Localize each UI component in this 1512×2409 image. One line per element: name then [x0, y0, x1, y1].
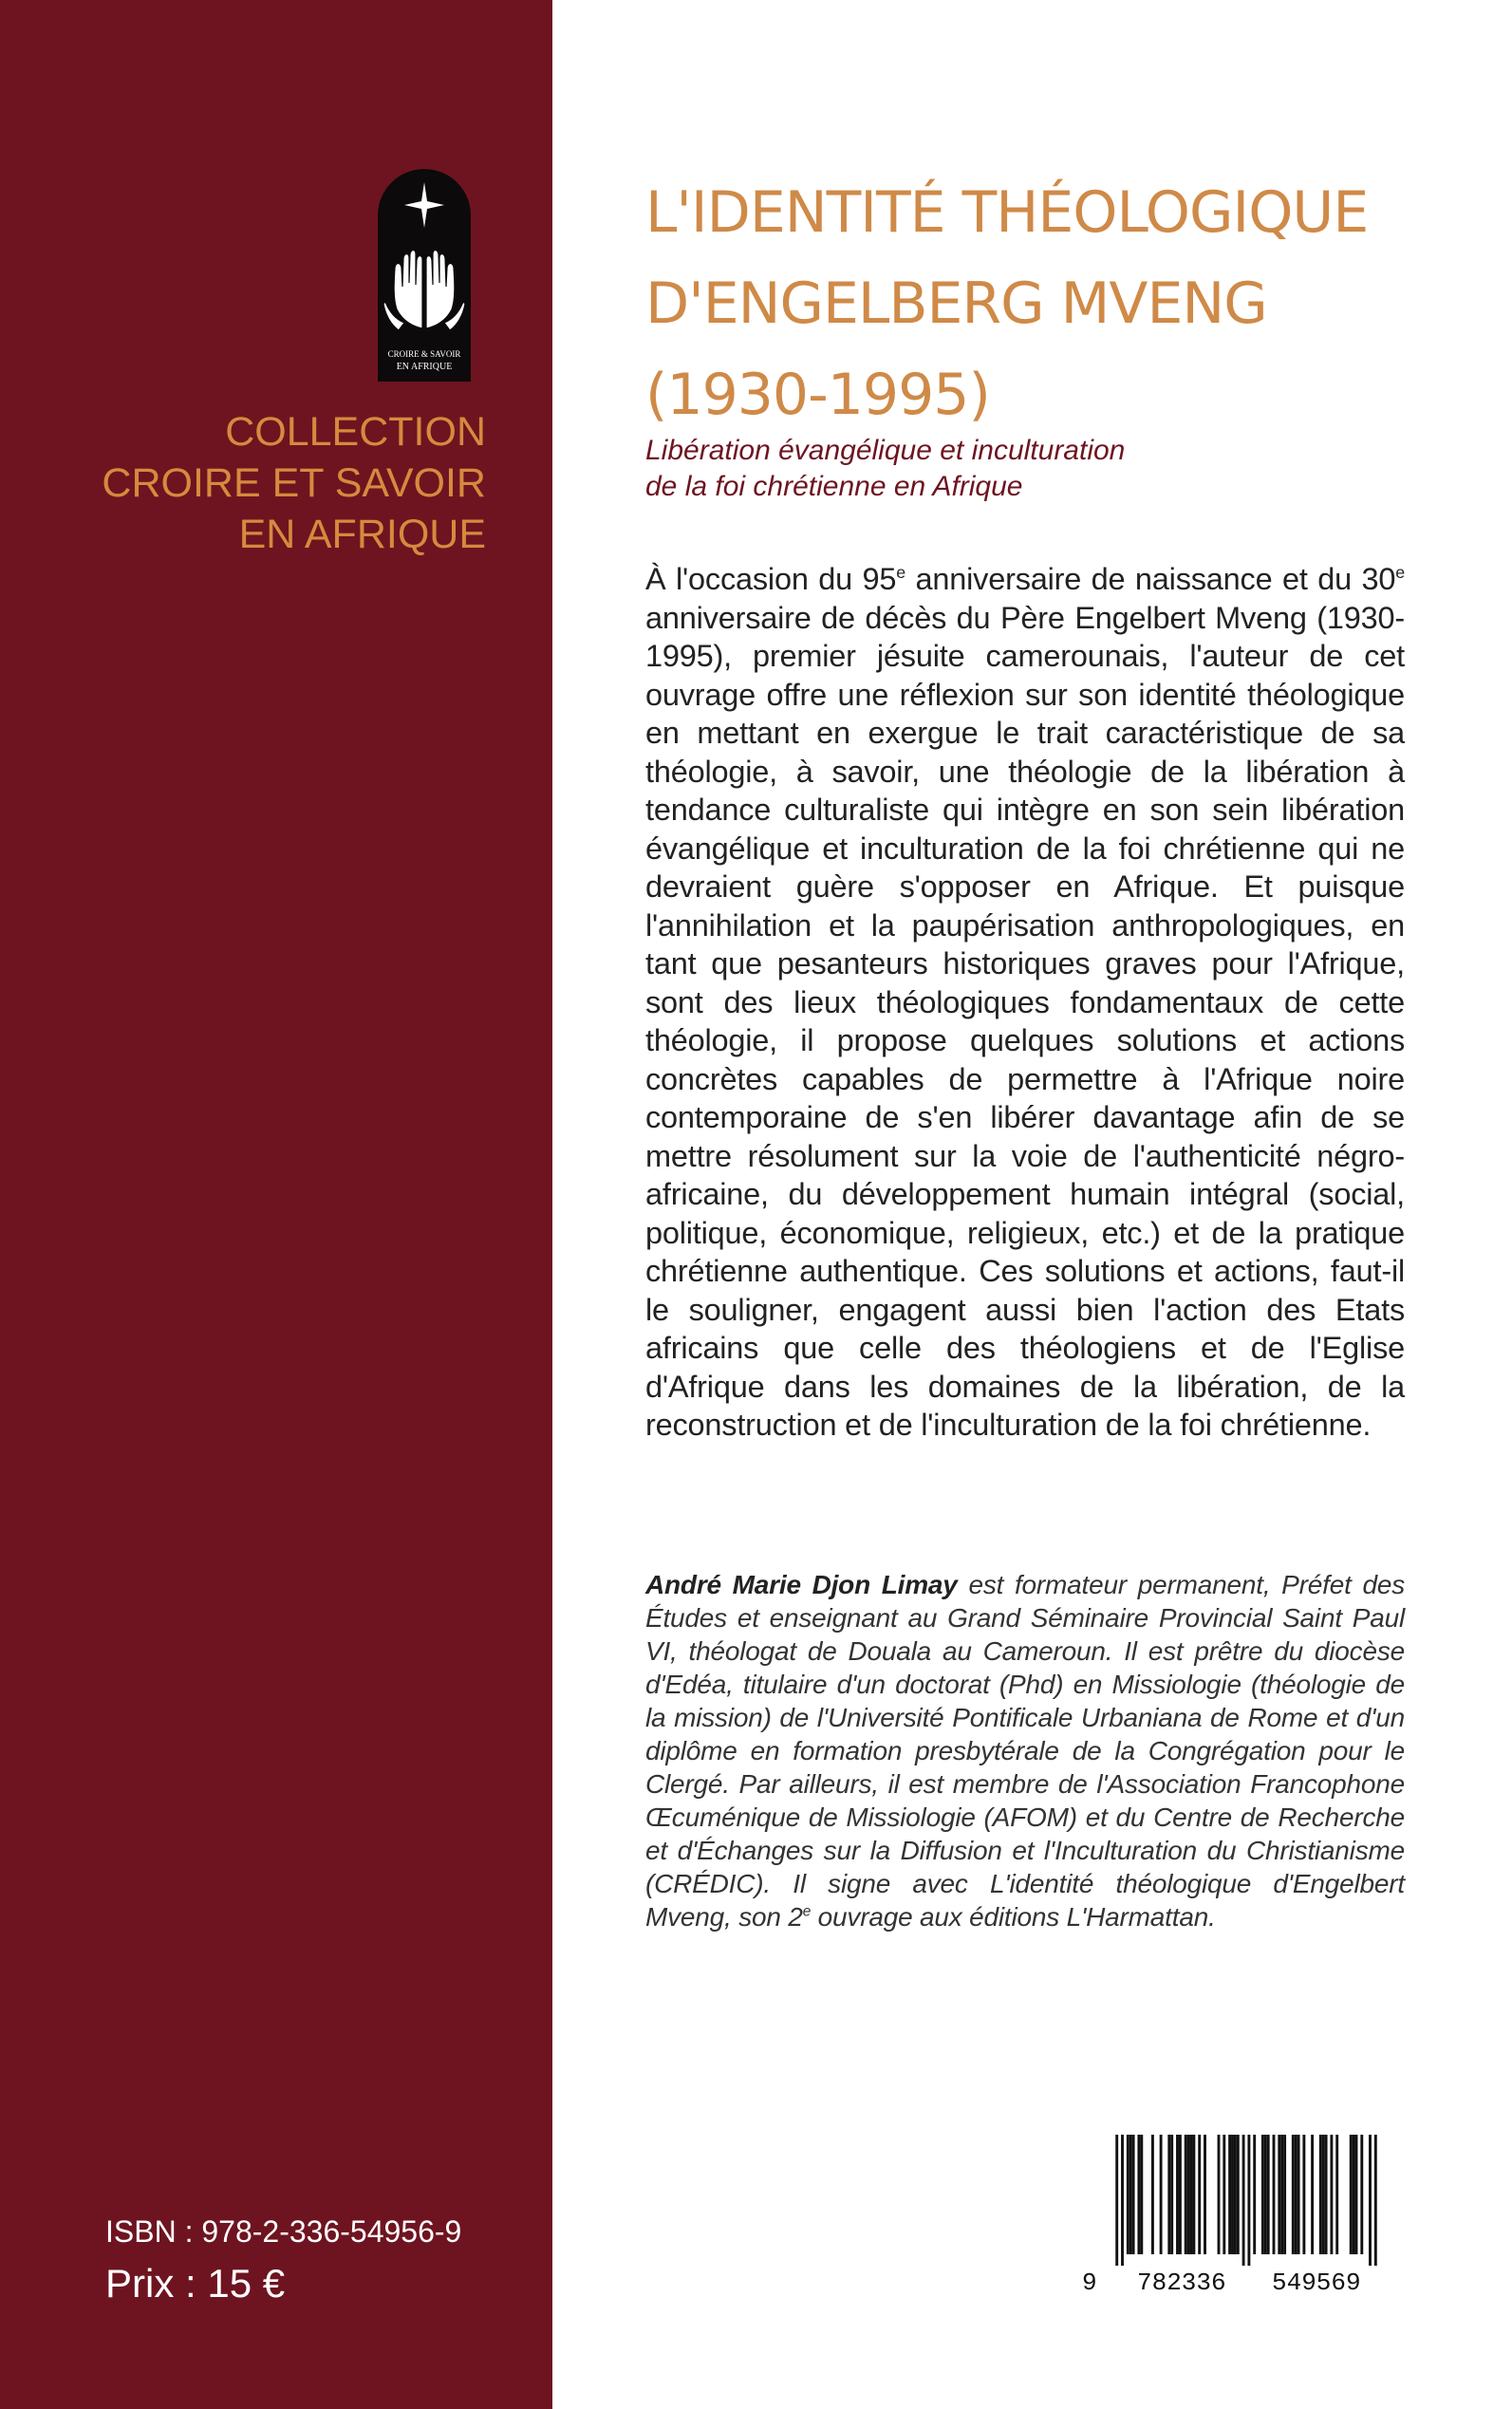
barcode-bar	[1137, 2135, 1140, 2254]
barcode-bar	[1140, 2135, 1143, 2254]
barcode-bar	[1374, 2135, 1377, 2266]
collection-line: EN AFRIQUE	[238, 512, 486, 557]
barcode-bar	[1302, 2135, 1305, 2254]
barcode-bar	[1335, 2135, 1338, 2254]
book-description	[645, 560, 1405, 1445]
author-bio	[645, 1568, 1405, 1933]
barcode-bar	[1267, 2135, 1270, 2254]
barcode-bar	[1355, 2135, 1358, 2254]
collection-name	[57, 406, 486, 560]
barcode-bar	[1325, 2135, 1328, 2254]
barcode-bar	[1231, 2135, 1234, 2254]
sidebar-panel	[0, 0, 552, 2409]
barcode-bar	[1237, 2135, 1240, 2254]
barcode-bar	[1185, 2135, 1187, 2254]
book-subtitle	[645, 433, 1424, 505]
barcode-bar	[1322, 2135, 1325, 2254]
desc-superscript: e	[896, 563, 905, 583]
barcode-bar	[1204, 2135, 1206, 2254]
bio-superscript: e	[802, 1903, 812, 1920]
barcode-bar	[1160, 2135, 1163, 2254]
barcode-bar	[1253, 2135, 1256, 2254]
barcode-bar	[1176, 2135, 1179, 2254]
barcode-bar	[1151, 2135, 1154, 2254]
bio-text: ouvrage aux éditions L'Harmattan.	[811, 1902, 1216, 1932]
title-line: (1930-1995)	[645, 362, 990, 428]
barcode-bar	[1127, 2135, 1129, 2254]
subtitle-line: de la foi chrétienne en Afrique	[645, 471, 1023, 502]
barcode-bar	[1198, 2135, 1201, 2254]
barcode-bar	[1192, 2135, 1195, 2254]
barcode-bar	[1280, 2135, 1283, 2254]
barcode-bar	[1167, 2135, 1170, 2254]
collection-line: CROIRE ET SAVOIR	[102, 460, 486, 506]
barcode-bar	[1283, 2135, 1286, 2254]
barcode-digit-first: 9	[1082, 2269, 1097, 2297]
desc-text: À l'occasion du 95	[645, 562, 897, 596]
barcode-bar	[1132, 2135, 1135, 2254]
barcode-bar	[1234, 2135, 1237, 2254]
logo-label-top: CROIRE & SAVOIR	[387, 349, 461, 359]
barcode-bar	[1190, 2135, 1193, 2254]
author-name: André Marie Djon Limay	[645, 1570, 958, 1599]
price-label: Prix : 15 €	[105, 2261, 286, 2306]
barcode-bar	[1273, 2135, 1276, 2254]
book-title	[645, 167, 1424, 440]
barcode-bar	[1292, 2135, 1295, 2254]
barcode-bar	[1121, 2135, 1124, 2266]
title-line: L'IDENTITÉ THÉOLOGIQUE	[645, 179, 1369, 246]
barcode-bar	[1278, 2135, 1280, 2254]
isbn-label: ISBN : 978-2-336-54956-9	[105, 2214, 462, 2249]
croire-savoir-logo	[378, 169, 471, 382]
barcode-bar	[1311, 2135, 1314, 2254]
barcode-bar	[1179, 2135, 1182, 2254]
barcode-digits	[1082, 2269, 1405, 2299]
barcode-bar	[1242, 2135, 1245, 2266]
barcode-bar	[1115, 2135, 1118, 2266]
desc-superscript: e	[1395, 563, 1405, 583]
barcode-bar	[1360, 2135, 1363, 2254]
barcode-bar	[1297, 2135, 1300, 2254]
barcode-bar	[1264, 2135, 1267, 2254]
barcode-bar	[1369, 2135, 1372, 2266]
desc-text: anniversaire de naissance et du 30	[905, 562, 1396, 596]
barcode-bar	[1353, 2135, 1355, 2254]
barcode-bar	[1187, 2135, 1190, 2254]
barcode-bar	[1170, 2135, 1173, 2254]
barcode-digit-group: 549569	[1272, 2269, 1361, 2297]
subtitle-line: Libération évangélique et inculturation	[645, 435, 1126, 466]
barcode-bar	[1228, 2135, 1231, 2254]
barcode-bar	[1350, 2135, 1353, 2254]
barcode-bar	[1129, 2135, 1132, 2254]
logo-label-bottom: EN AFRIQUE	[396, 362, 453, 372]
barcode-bar	[1319, 2135, 1322, 2254]
barcode-bar	[1223, 2135, 1225, 2254]
title-line: D'ENGELBERG MVENG	[645, 271, 1267, 337]
barcode-bar	[1261, 2135, 1264, 2254]
barcode-bar	[1218, 2135, 1221, 2254]
bio-text: est formateur permanent, Préfet des Études et enseignant au Grand Séminaire Provincial Saint Paul VI, théologat de Douala au Cameroun. Il est prêtre du diocèse d'Edéa, titulaire d'un doctorat (Phd) en Missiologie (théologie de la mission) de l'Université Pontificale Urbaniana de Rome et d'un diplôme en formation presbytérale de la Congrégation pour le Clergé. Par ailleurs, il est membre de l'Association Francophone Œcuménique de Missiologie (AFOM) et du Centre de Recherche et d'Échanges sur la Diffusion et l'Inculturation du Christianisme (CRÉDIC). Il signe avec L'identité théologique d'Engelbert Mveng, son 2	[645, 1570, 1405, 1932]
barcode-bar	[1330, 2135, 1333, 2254]
desc-text: anniversaire de décès du Père Engelbert Mveng (1930-1995), premier jésuite camerounais, l'auteur de cet ouvrage offre une réflexion sur son identité théologique en mettant en exergue le trait caractéristique de sa théologie, à savoir, une théologie de la libération à tendance culturaliste qui intègre en son sein libération évangélique et inculturation de la foi chrétienne qui ne devraient guère s'opposer en Afrique. Et puisque l'annihilation et la paupérisation anthropologiques, en tant que pesanteurs historiques graves pour l'Afrique, sont des lieux théologiques fondamentaux de cette théologie, il propose quelques solutions et actions concrètes capables de permettre à l'Afrique noire contemporaine de s'en libérer davantage afin de se mettre résolument sur la voie de l'authenticité négro-africaine, du développement humain intégral (social, politique, économique, religieux, etc.) et de la pratique chrétienne authentique. Ces solutions et actions, faut-il le souligner, engagent aussi bien l'action des Etats africains que celle des théologiens et de l'Eglise d'Afrique dans les domaines de la libération, de la reconstruction et de l'inculturation de la foi chrétienne.	[645, 600, 1405, 1442]
barcode-bars	[1104, 2133, 1389, 2266]
collection-line: COLLECTION	[225, 409, 486, 455]
barcode-digit-group: 782336	[1137, 2269, 1226, 2297]
barcode-bar	[1295, 2135, 1297, 2254]
barcode-bar	[1247, 2135, 1250, 2266]
